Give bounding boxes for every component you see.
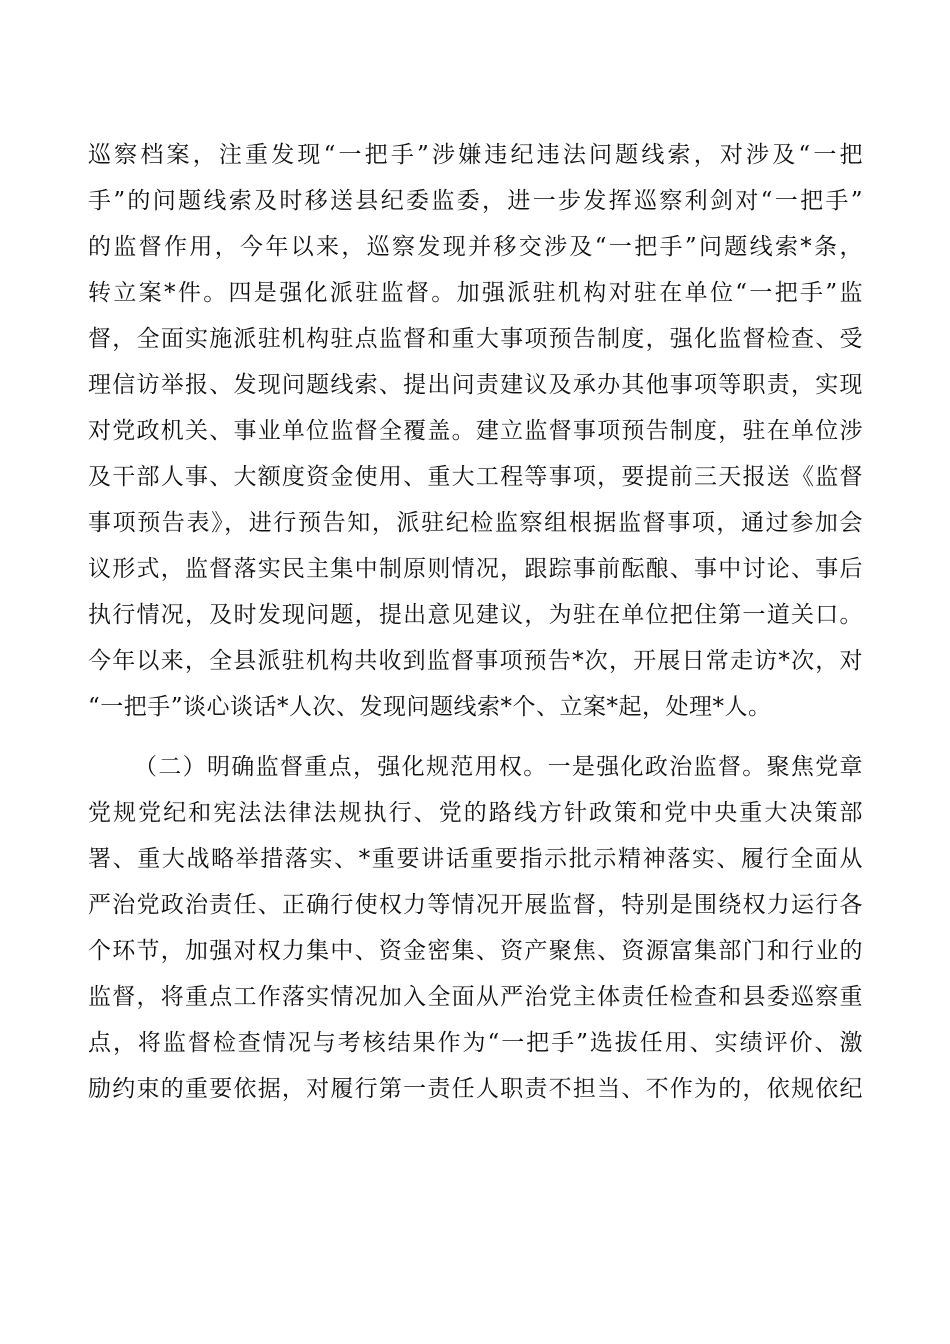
paragraph-1-line-9: 事项预告表》，进行预告知，派驻纪检监察组根据监督事项，通过参加会 — [88, 510, 863, 536]
paragraph-1-line-5: 督，全面实施派驻机构驻点监督和重大事项预告制度，强化监督检查、受 — [88, 326, 863, 352]
paragraph-2-line-1: （二）明确监督重点，强化规范用权。一是强化政治监督。聚焦党章 — [134, 754, 863, 780]
paragraph-1-line-6: 理信访举报、发现问题线索、提出问责建议及承办其他事项等职责，实现 — [88, 372, 863, 398]
paragraph-1-line-11: 执行情况，及时发现问题，提出意见建议，为驻在单位把住第一道关口。 — [88, 602, 863, 628]
paragraph-1-line-12: 今年以来，全县派驻机构共收到监督事项预告*次，开展日常走访*次，对 — [88, 648, 863, 674]
paragraph-1-line-10: 议形式，监督落实民主集中制原则情况，跟踪事前酝酿、事中讨论、事后 — [88, 556, 863, 582]
paragraph-2-line-3: 署、重大战略举措落实、*重要讲话重要指示批示精神落实、履行全面从 — [88, 846, 863, 872]
paragraph-2-line-5: 个环节，加强对权力集中、资金密集、资产聚焦、资源富集部门和行业的 — [88, 938, 863, 964]
paragraph-2-line-6: 监督，将重点工作落实情况加入全面从严治党主体责任检查和县委巡察重 — [88, 984, 863, 1010]
paragraph-2-line-2: 党规党纪和宪法法律法规执行、党的路线方针政策和党中央重大决策部 — [88, 800, 863, 826]
paragraph-1-line-1: 巡察档案，注重发现“一把手”涉嫌违纪违法问题线索，对涉及“一把 — [88, 142, 863, 168]
paragraph-2-line-4: 严治党政治责任、正确行使权力等情况开展监督，特别是围绕权力运行各 — [88, 892, 863, 918]
paragraph-2-line-8: 励约束的重要依据，对履行第一责任人职责不担当、不作为的，依规依纪 — [88, 1076, 863, 1102]
paragraph-1-line-13: “一把手”谈心谈话*人次、发现问题线索*个、立案*起，处理*人。 — [88, 694, 772, 720]
paragraph-1-line-2: 手”的问题线索及时移送县纪委监委，进一步发挥巡察利剑对“一把手” — [88, 188, 863, 214]
paragraph-1-line-3: 的监督作用，今年以来，巡察发现并移交涉及“一把手”问题线索*条， — [88, 234, 863, 260]
paragraph-2-line-7: 点，将监督检查情况与考核结果作为“一把手”选拔任用、实绩评价、激 — [88, 1030, 863, 1056]
paragraph-1-line-7: 对党政机关、事业单位监督全覆盖。建立监督事项预告制度，驻在单位涉 — [88, 418, 863, 444]
paragraph-1-line-4: 转立案*件。四是强化派驻监督。加强派驻机构对驻在单位“一把手”监 — [88, 280, 863, 306]
paragraph-1-line-8: 及干部人事、大额度资金使用、重大工程等事项，要提前三天报送《监督 — [88, 464, 863, 490]
